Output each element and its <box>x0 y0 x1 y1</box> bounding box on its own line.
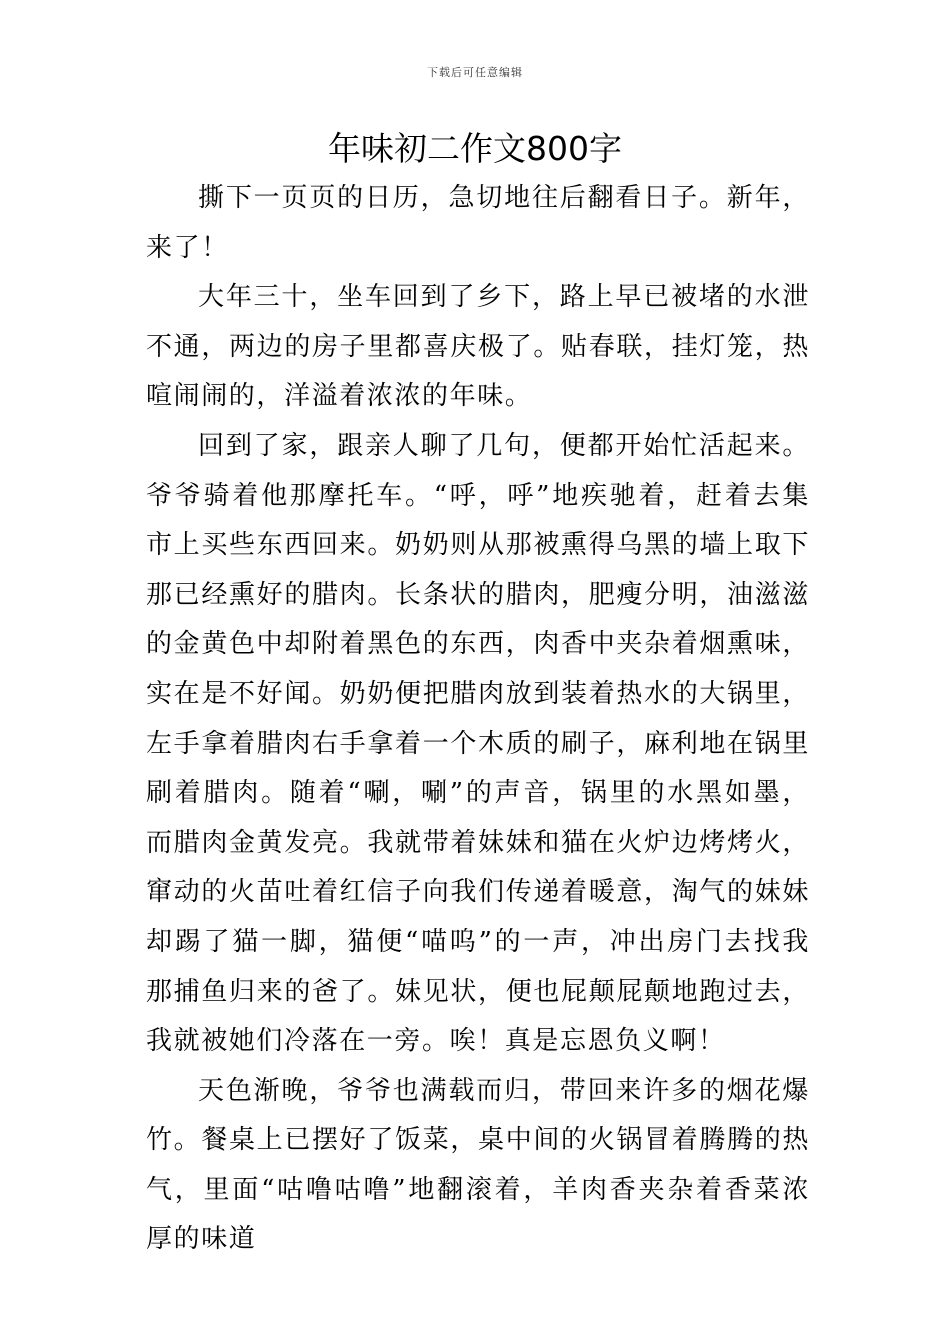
paragraph: 天色渐晚，爷爷也满载而归，带回来许多的烟花爆竹。餐桌上已摆好了饭菜，桌中间的火锅冒着腾腾的热气，里面“咕噜咕噜”地翻滚着，羊肉香夹杂着香菜浓厚的味道 <box>146 1075 810 1255</box>
paragraph: 大年三十，坐车回到了乡下，路上早已被堵的水泄不通，两边的房子里都喜庆极了。贴春联，挂灯笼，热喧闹闹的，洋溢着浓浓的年味。 <box>146 282 810 412</box>
paragraph: 回到了家，跟亲人聊了几句，便都开始忙活起来。爷爷骑着他那摩托车。“呼，呼”地疾驰着，赶着去集市上买些东西回来。奶奶则从那被熏得乌黑的墙上取下那已经熏好的腊肉。长条状的腊肉，肥瘦分明，油滋滋的金黄色中却附着黑色的东西，肉香中夹杂着烟熏味，实在是不好闻。奶奶便把腊肉放到装着热水的大锅里，左手拿着腊肉右手拿着一个木质的刷子，麻利地在锅里刷着腊肉。随着“唰，唰”的声音，锅里的水黑如墨，而腊肉金黄发亮。我就带着妹妹和猫在火炉边烤烤火，窜动的火苗吐着红信子向我们传递着暖意，淘气的妹妹却踢了猫一脚，猫便“喵呜”的一声，冲出房门去找我那捕鱼归来的爸了。妹见状，便也屁颠屁颠地跑过去，我就被她们冷落在一旁。唉！真是忘恩负义啊！ <box>146 430 810 1057</box>
document-title: 年味初二作文800字 <box>328 129 622 168</box>
paragraph: 撕下一页页的日历，急切地往后翻看日子。新年，来了！ <box>146 183 810 263</box>
header-note: 下载后可任意编辑 <box>427 66 523 79</box>
document-body <box>146 174 810 1265</box>
